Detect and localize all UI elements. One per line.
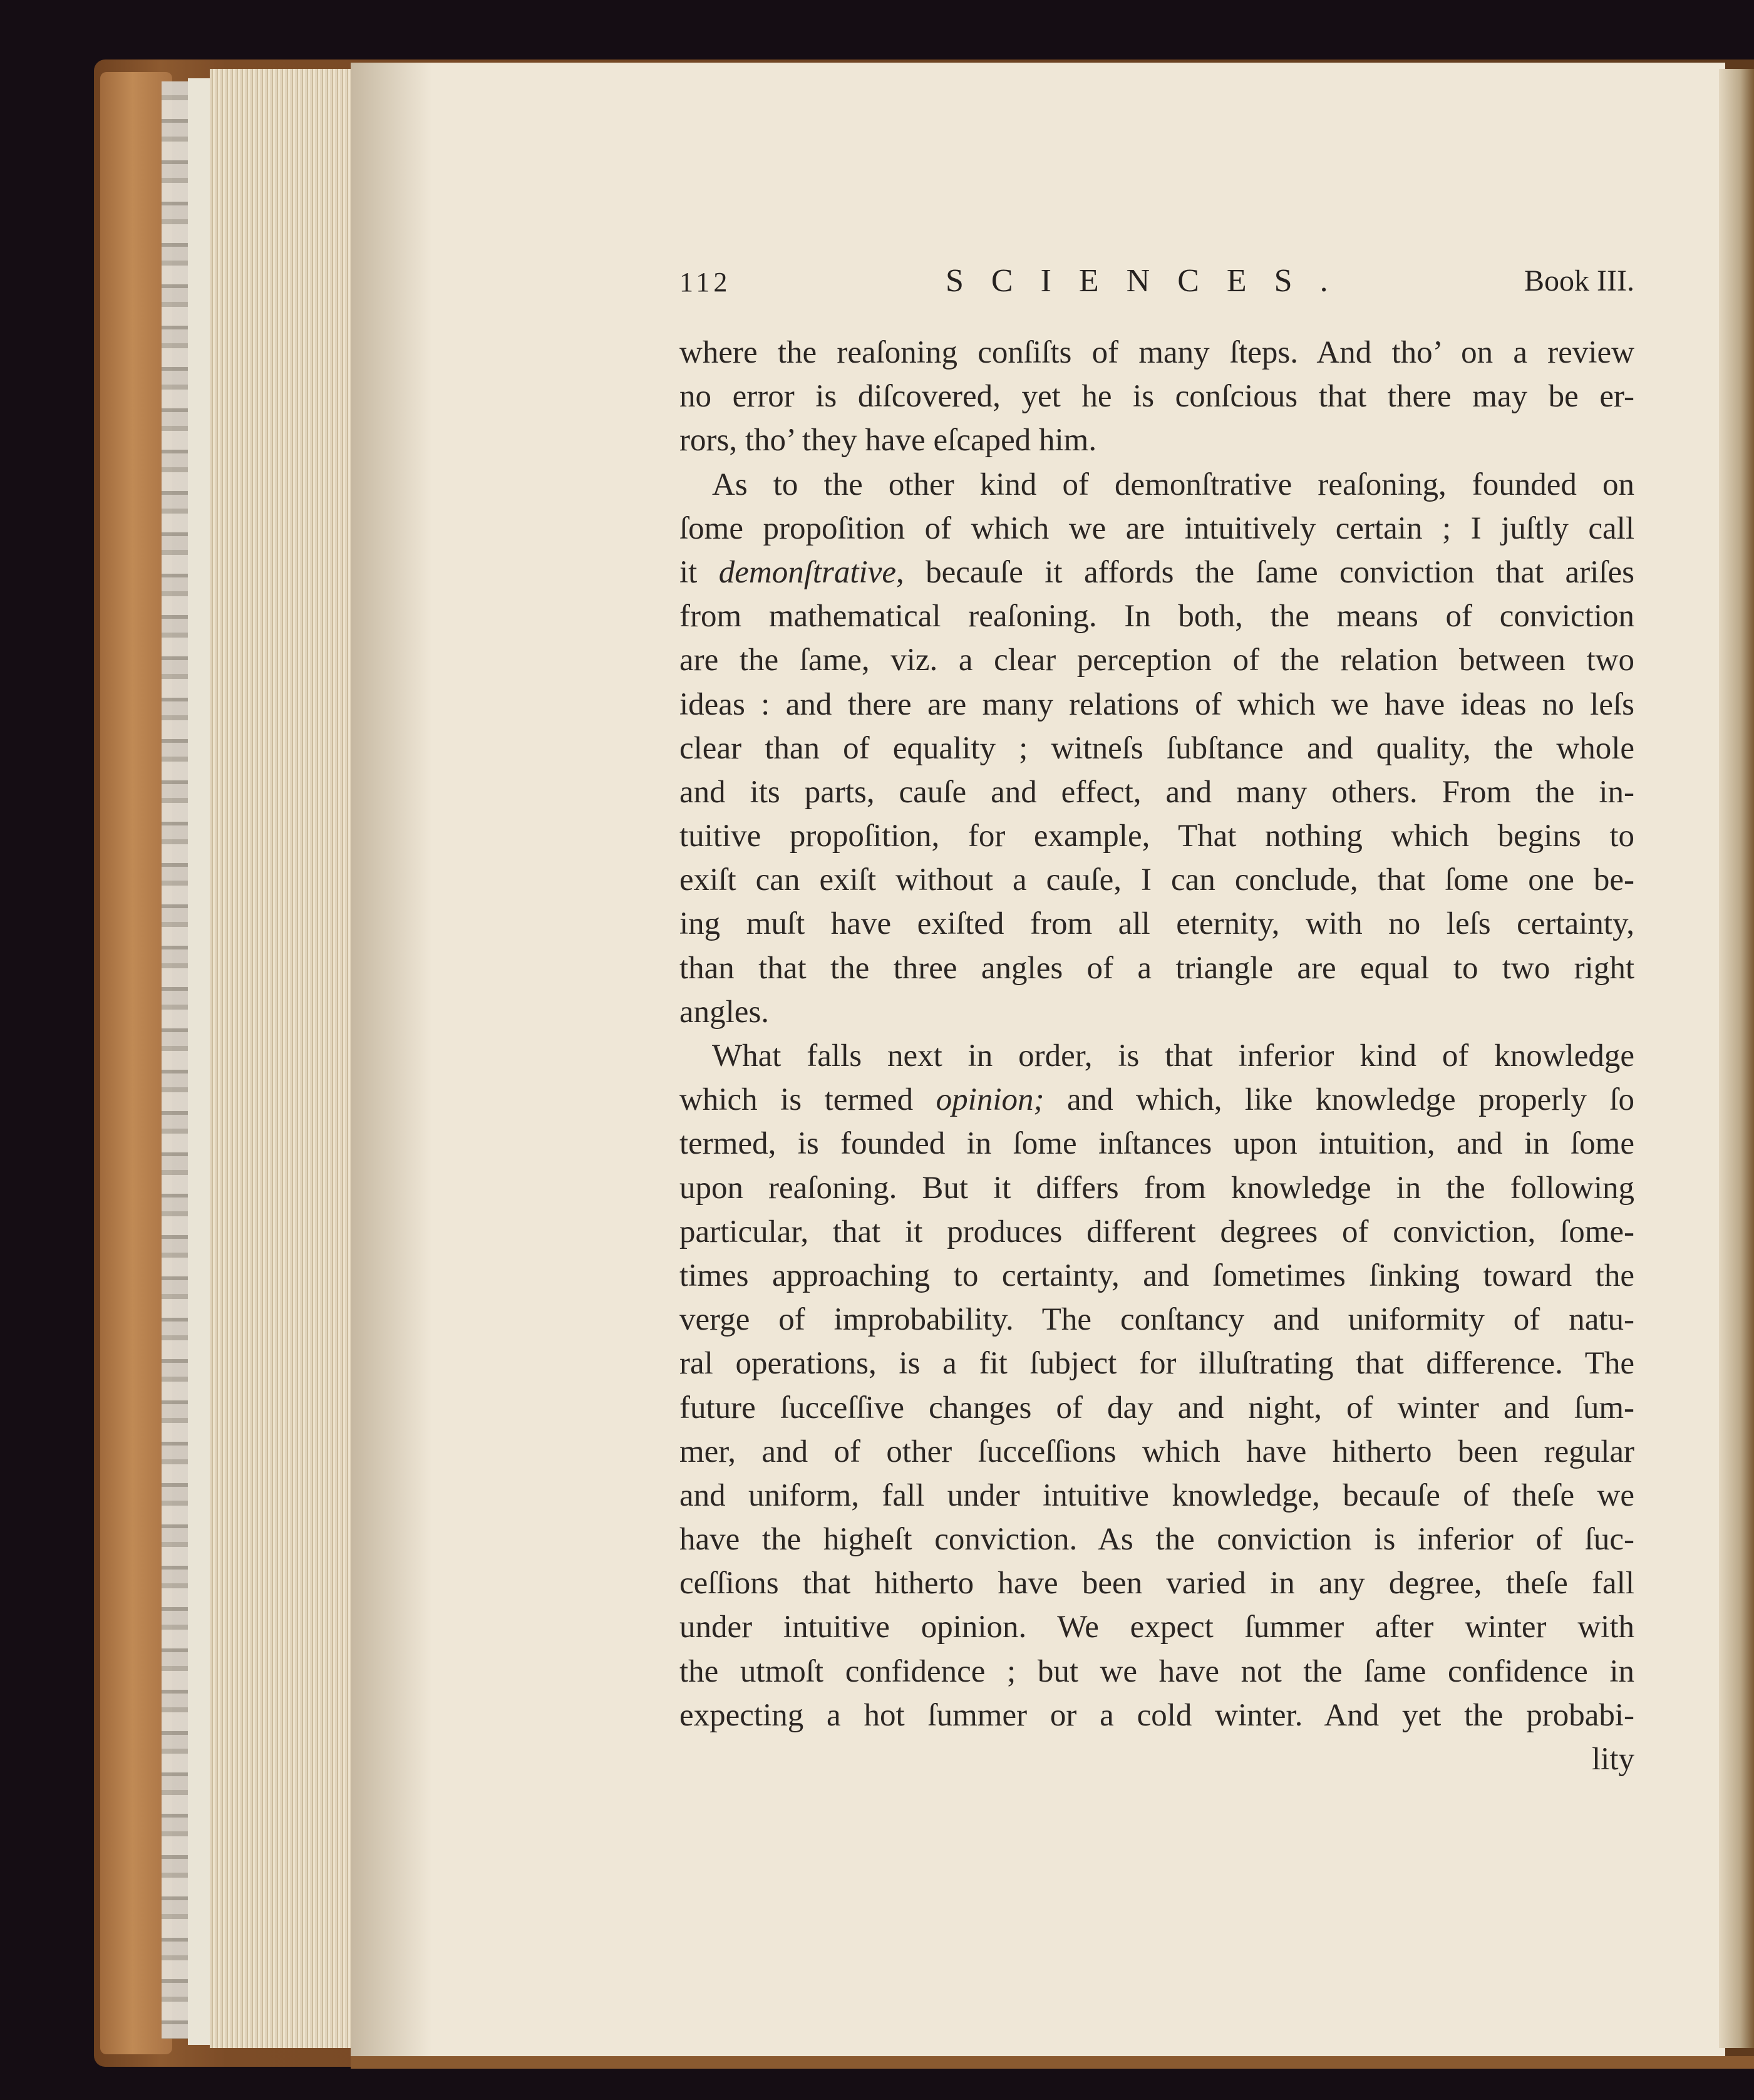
body-text [679,331,1634,1781]
text-line: expecting a hot ſummer or a cold winter. And yet the probabi- [679,1697,1634,1733]
text-line: no error is diſcovered, yet he is conſcious that there may be er- [679,379,1634,415]
text-line: times approaching to certainty, and ſometimes ſinking toward the [679,1258,1634,1293]
text-line: verge of improbability. The conſtancy and uniformity of natu- [679,1302,1634,1338]
text-line: mer, and of other ſucceſſions which have hitherto been regular [679,1434,1634,1469]
text-line: the utmoſt confidence ; but we have not the ſame confidence in [679,1653,1634,1689]
text-line: exiſt can exiſt without a cauſe, I can conclude, that ſome one be- [679,862,1634,898]
running-title: SCIENCES. [946,263,1356,299]
text-line: from mathematical reaſoning. In both, the means of conviction [679,599,1634,634]
emphasis: opinion; [936,1082,1045,1118]
cover-bottom-edge [351,2056,1754,2069]
text-line: clear than of equality ; witneſs ſubſtance and quality, the whole [679,730,1634,766]
text-line: have the higheſt conviction. As the conviction is inferior of ſuc- [679,1522,1634,1558]
text-run: and which, like knowledge properly ſo [1044,1082,1634,1118]
running-head [679,263,1634,310]
text-line: are the ſame, viz. a clear perception of the relation between two [679,643,1634,678]
text-line: angles. [679,994,770,1030]
text-run: it [679,554,719,590]
text-line: and its parts, cauſe and effect, and many others. From the in- [679,774,1634,810]
emphasis: demonſtrative [718,554,896,590]
text-line: ſome propoſition of which we are intuitively certain ; I juſtly call [679,510,1634,546]
text-line: particular, that it produces different degrees of conviction, ſome- [679,1214,1634,1249]
text-line: under intuitive opinion. We expect ſummer after winter with [679,1610,1634,1645]
text-line: termed, is founded in ſome inſtances upon intuition, and in ſome [679,1126,1634,1162]
page-number: 112 [679,267,731,297]
text-run: , becauſe it affords the ſame conviction that ariſes [896,554,1634,590]
text-line: What falls next in order, is that inferior kind of knowledge [712,1038,1634,1073]
page-stack [210,69,354,2048]
page-fore-edge [1719,69,1754,2048]
text-line: and uniform, fall under intuitive knowledge, becauſe of theſe we [679,1477,1634,1513]
gutter-shadow [351,63,432,2057]
text-line: ideas : and there are many relations of which we have ideas no leſs [679,686,1634,722]
text-line: ing muſt have exiſted from all eternity, with no leſs certainty, [679,906,1634,942]
text-line: ceſſions that hitherto have been varied in any degree, theſe fall [679,1566,1634,1601]
text-line: than that the three angles of a triangle are equal to two right [679,950,1634,986]
text-line [679,1078,1634,1122]
text-line: upon reaſoning. But it differs from knowledge in the following [679,1170,1634,1206]
text-line: tuitive propoſition, for example, That nothing which begins to [679,819,1634,854]
text-run: which is termed [679,1082,936,1118]
text-line: where the reaſoning conſiſts of many ſteps. And tho’ on a review [679,335,1634,370]
text-line: ral operations, is a fit ſubject for illuſtrating that difference. The [679,1346,1634,1382]
text-line: rors, tho’ they have eſcaped him. [679,423,1097,458]
text-line: As to the other kind of demonſtrative reaſoning, founded on [712,467,1634,502]
text-line [679,551,1634,594]
text-line: future ſucceſſive changes of day and night, of winter and ſum- [679,1390,1634,1425]
book-reference: Book III. [1524,264,1634,297]
flyleaf [188,78,213,2045]
catchword: lity [1591,1742,1634,1777]
